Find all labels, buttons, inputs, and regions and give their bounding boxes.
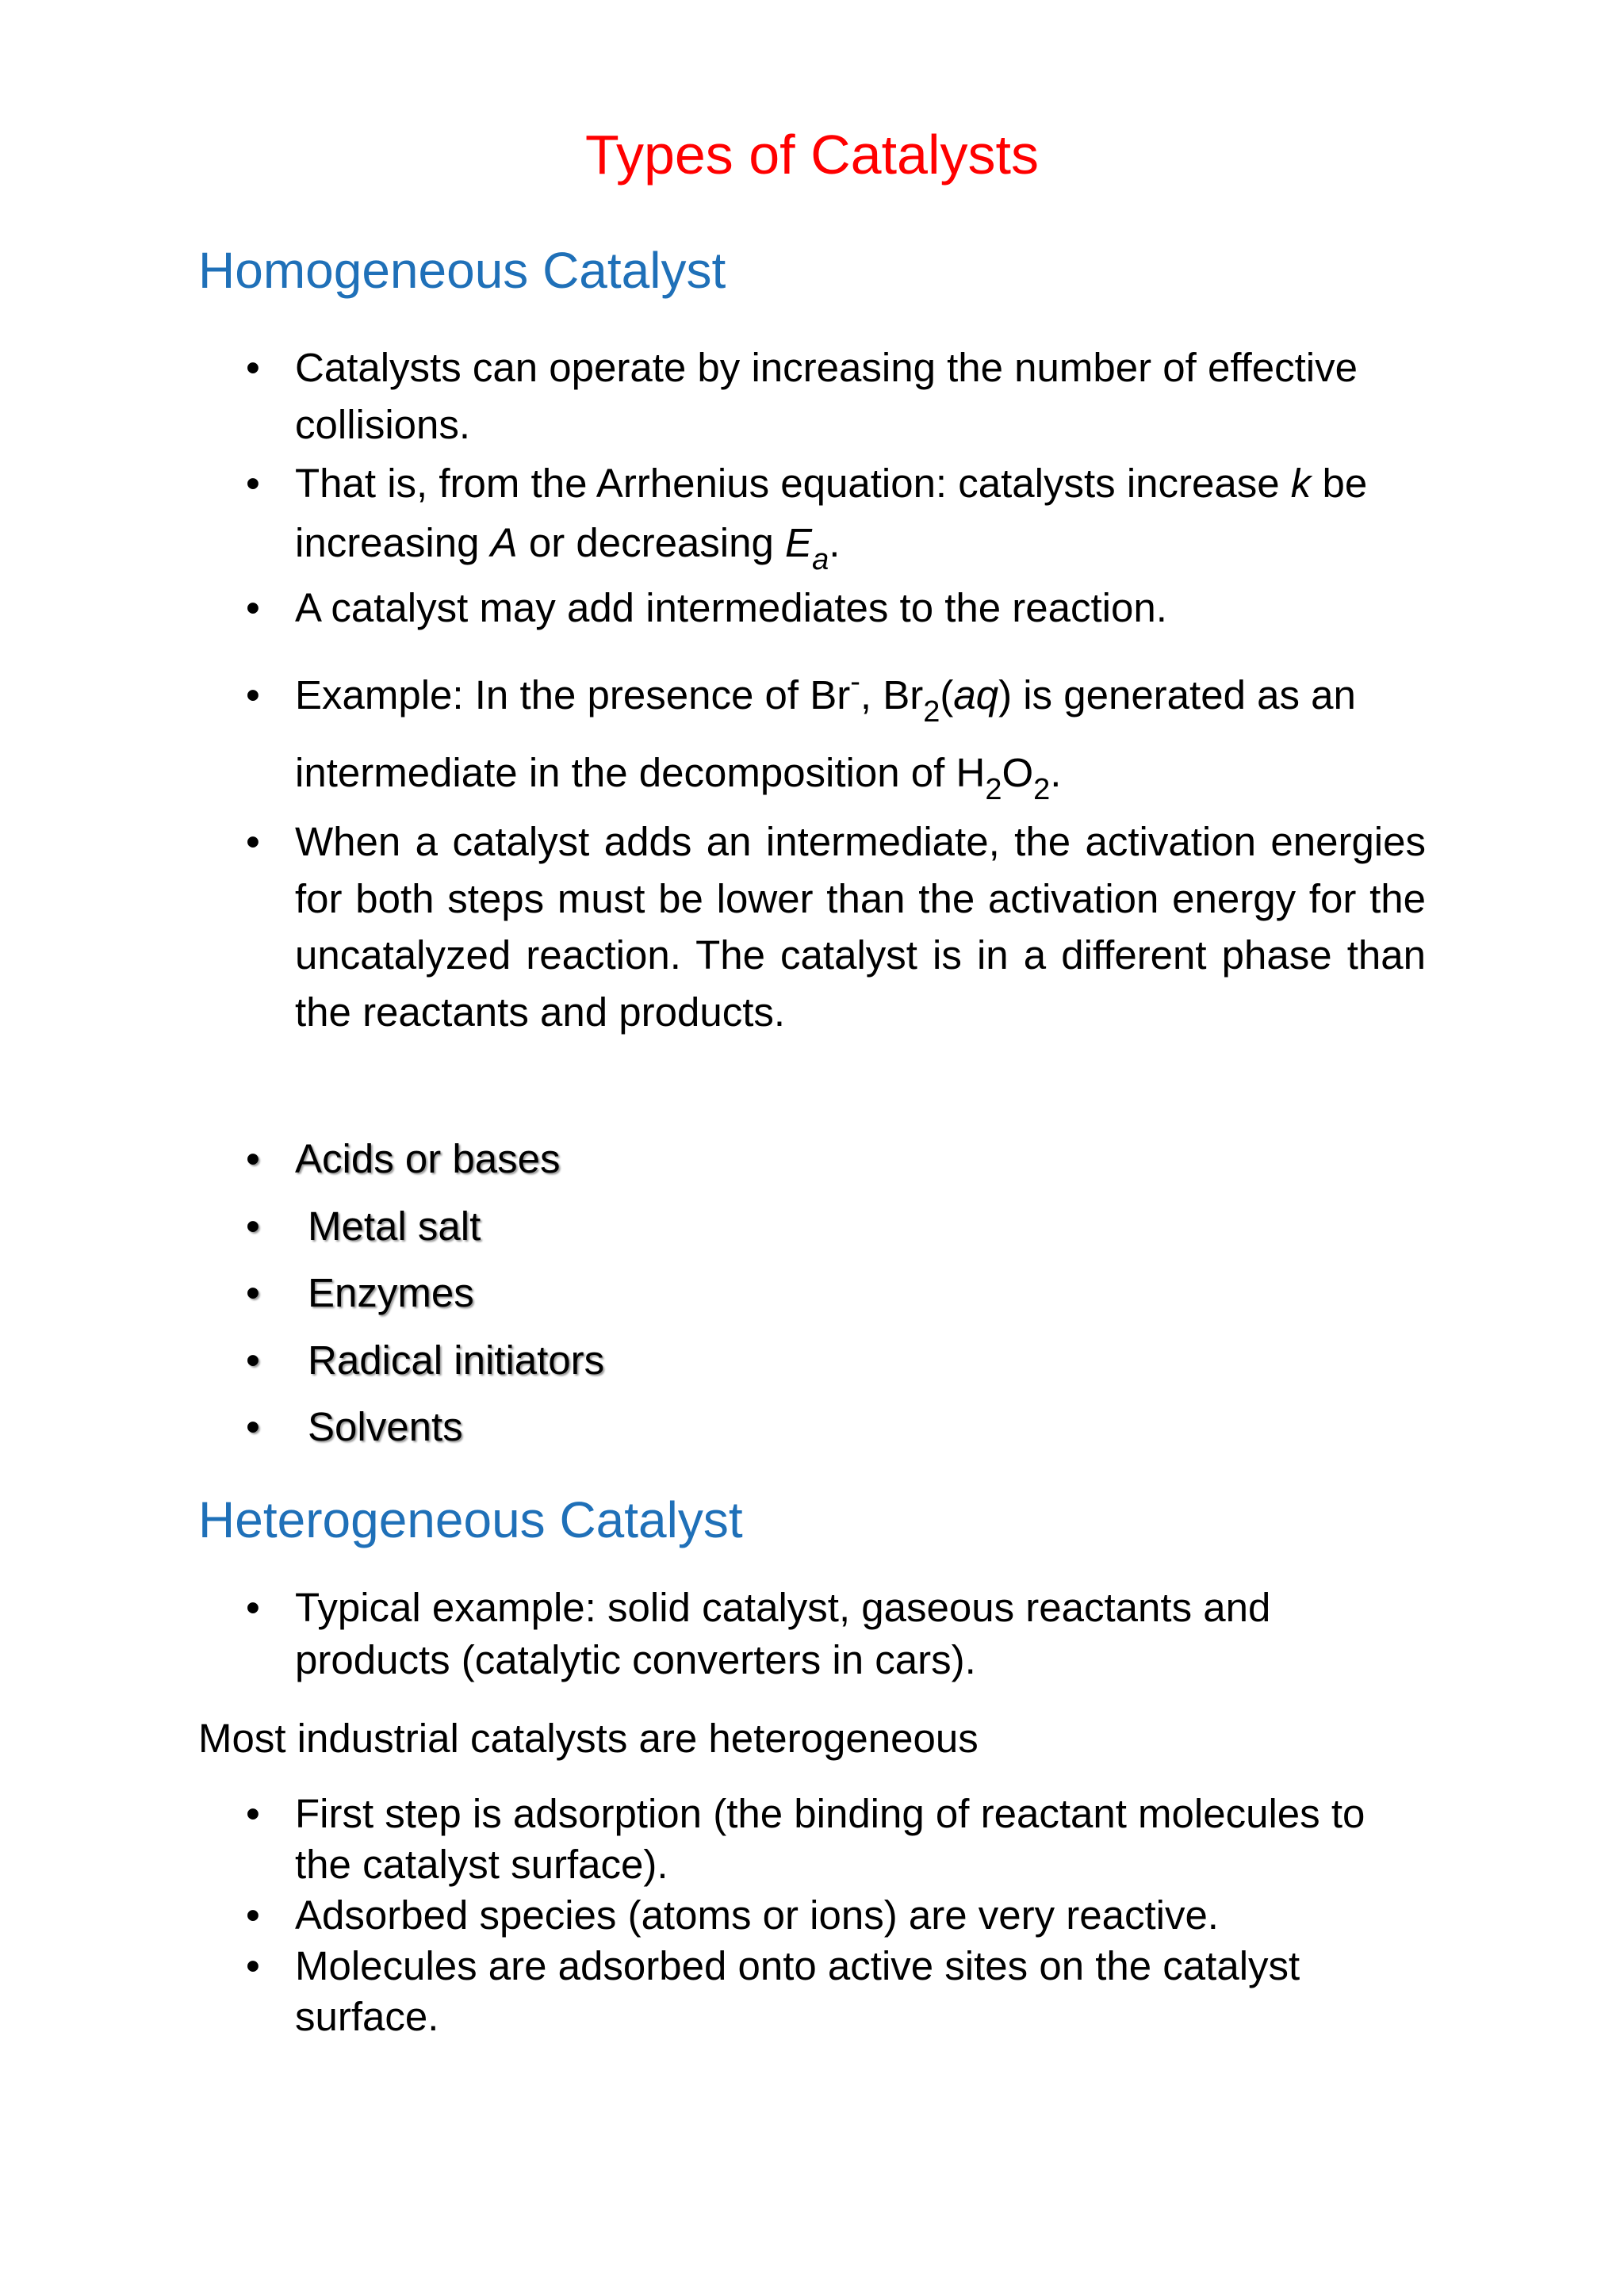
list-item: [246, 1890, 1426, 1941]
list-item: • Example: In the presence of Br-, $Br_2(aq)$ is generated as an intermediate in the decomposition of $H_2O_2$.: [246, 656, 1426, 812]
industrial-statement: Most industrial catalysts are heterogeneous: [198, 1716, 979, 1761]
list-item: [246, 1789, 1426, 1890]
list-item-enzymes: • Enzymes: [246, 1260, 1426, 1327]
heterogeneous-bullet-list: [246, 1789, 1426, 2042]
list-item-solvents: • Solvents: [246, 1394, 1426, 1461]
list-item-acids-or-bases: • Acids or bases: [246, 1126, 1426, 1193]
list-item: [246, 1582, 1426, 1686]
list-item-metal-salt: • Metal salt: [246, 1193, 1426, 1261]
bullet-text: Typical example: solid catalyst, gaseous reactants and products (catalytic converters in cars).: [295, 1585, 1271, 1682]
list-item: [246, 339, 1426, 453]
list-item-radical-initiators: • Radical initiators: [246, 1327, 1426, 1395]
page-title: Types of Catalysts: [585, 124, 1039, 186]
homogeneous-heading: Homogeneous Catalyst: [198, 242, 726, 299]
bullet-text: First step is adsorption (the binding of reactant molecules to the catalyst surface).: [295, 1791, 1365, 1887]
heterogeneous-heading: Heterogeneous Catalyst: [198, 1491, 743, 1548]
bullet-text: A catalyst may add intermediates to the reaction.: [295, 585, 1167, 630]
bullet-text: Molecules are adsorbed onto active sites on the catalyst surface.: [295, 1943, 1300, 2039]
homogeneous-bullet-list: [246, 339, 1426, 1040]
heterogeneous-example-list: [246, 1582, 1426, 1686]
list-item: [246, 579, 1426, 637]
list-item: [246, 1941, 1426, 2042]
bullet-text: When a catalyst adds an intermediate, the activation energies for both steps must be lower than the activation energy for the uncatalyzed reaction. The catalyst is in a different phase than the reactants and products.: [295, 819, 1426, 1035]
homogeneous-types-list: [246, 1126, 1426, 1461]
list-item: • That is, from the Arrhenius equation: catalysts increase k be increasing A or decreasing $E_a$.: [246, 453, 1426, 572]
bullet-text: Adsorbed species (atoms or ions) are very reactive.: [295, 1892, 1219, 1938]
list-item: [246, 813, 1426, 1040]
bullet-text: Catalysts can operate by increasing the number of effective collisions.: [295, 345, 1358, 447]
